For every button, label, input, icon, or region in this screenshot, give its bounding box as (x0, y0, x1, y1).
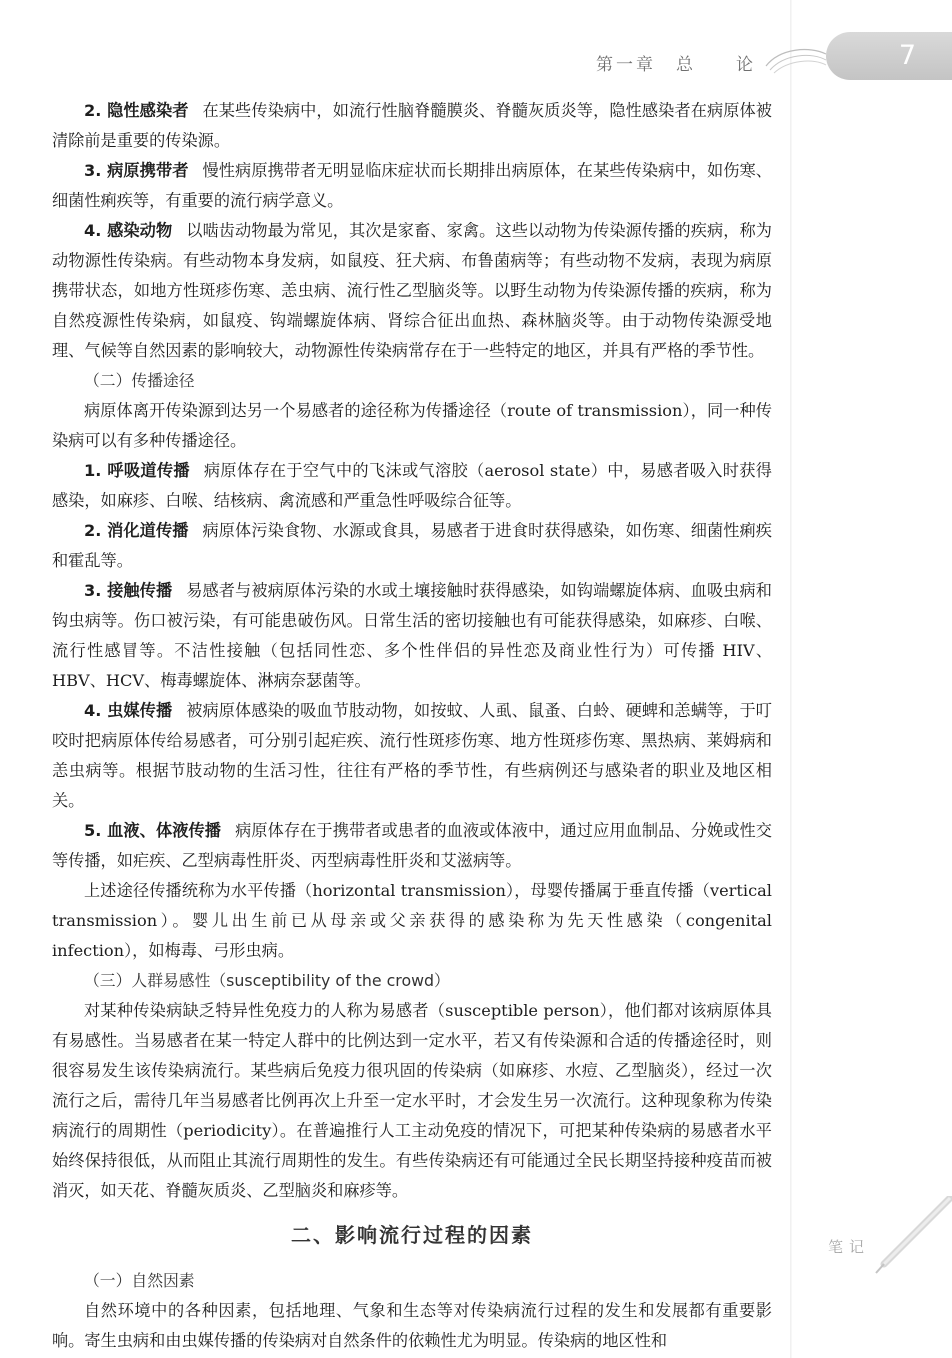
paragraph-text: 被病原体感染的吸血节肢动物，如按蚊、人虱、鼠蚤、白蛉、硬蜱和恙螨等，于叮咬时把病原体传给易感者，可分别引起疟疾、流行性斑疹伤寒、地方性斑疹伤寒、黑热病、莱姆病和恙虫病等。根据节肢动物的生活习性，往往有严格的季节性，有些病例还与感染者的职业及地区相关。 (52, 701, 772, 810)
paragraph-text: 以啮齿动物最为常见，其次是家畜、家禽。这些以动物为传染源传播的疾病，称为动物源性传染病。有些动物本身发病，如鼠疫、狂犬病、布鲁菌病等；有些动物不发病，表现为病原携带状态，如地方性斑疹伤寒、恙虫病、流行性乙型脑炎等。以野生动物为传染源传播的疾病，称为自然疫源性传染病，如鼠疫、钩端螺旋体病、肾综合征出血热、森林脑炎等。由于动物传染源受地理、气候等自然因素的影响较大，动物源性传染病常存在于一些特定的地区，并具有严格的季节性。 (52, 221, 772, 360)
paragraph-text: 上述途径传播统称为水平传播（horizontal transmission），母婴传播属于垂直传播（vertical transmission）。婴儿出生前已从母亲或父亲获得的感染称为先天性感染（congenital infection），如梅毒、弓形虫病。 (52, 881, 772, 960)
paragraph-text: 自然环境中的各种因素，包括地理、气象和生态等对传染病流行过程的发生和发展都有重要影响。寄生虫病和由虫媒传播的传染病对自然条件的依赖性尤为明显。传染病的地区性和 (52, 1301, 772, 1350)
page-number: 7 (898, 40, 916, 71)
paragraph (52, 156, 772, 216)
term-label: 4. 感染动物 (84, 221, 173, 240)
paragraph (52, 816, 772, 876)
paragraph-text: 慢性病原携带者无明显临床症状而长期排出病原体，在某些传染病中，如伤寒、细菌性痢疾等，有重要的流行病学意义。 (52, 161, 772, 210)
pencil-icon (870, 1196, 952, 1276)
paragraph (52, 216, 772, 366)
subsection-heading: （二）传播途径 (84, 371, 195, 390)
subsection-heading: （三）人群易感性（susceptibility of the crowd） (84, 971, 450, 990)
paragraph-text: 病原体污染食物、水源或食具，易感者于进食时获得感染，如伤寒、细菌性痢疾和霍乱等。 (52, 521, 772, 570)
paragraph (52, 996, 772, 1206)
paragraph (52, 576, 772, 696)
swirl-decoration-icon (760, 42, 830, 76)
term-label: 2. 隐性感染者 (84, 101, 189, 120)
chapter-header: 第一章 总 论 (596, 55, 756, 75)
paragraph (52, 696, 772, 816)
term-label: 3. 接触传播 (84, 581, 173, 600)
paragraph-text: 病原体存在于携带者或患者的血液或体液中，通过应用血制品、分娩或性交等传播，如疟疾、乙型病毒性肝炎、丙型病毒性肝炎和艾滋病等。 (52, 821, 772, 870)
term-label: 2. 消化道传播 (84, 521, 189, 540)
term-label: 4. 虫媒传播 (84, 701, 173, 720)
paragraph-text: 在某些传染病中，如流行性脑脊髓膜炎、脊髓灰质炎等，隐性感染者在病原体被清除前是重要的传染源。 (52, 101, 772, 150)
page-fold-line (790, 0, 792, 1358)
term-label: 5. 血液、体液传播 (84, 821, 222, 840)
paragraph (52, 1296, 772, 1356)
paragraph-text: 易感者与被病原体污染的水或土壤接触时获得感染，如钩端螺旋体病、血吸虫病和钩虫病等。伤口被污染，有可能患破伤风。日常生活的密切接触也有可能获得感染，如麻疹、白喉、流行性感冒等。不洁性接触（包括同性恋、多个性伴侣的异性恋及商业性行为）可传播 HIV、HBV、HCV、梅毒螺旋体、淋病奈瑟菌等。 (52, 581, 772, 690)
main-text (52, 96, 772, 1356)
paragraph-text: 病原体离开传染源到达另一个易感者的途径称为传播途径（route of transmission），同一种传染病可以有多种传播途径。 (52, 401, 772, 450)
paragraph (52, 96, 772, 156)
notes-label: 笔记 (828, 1238, 871, 1256)
term-label: 1. 呼吸道传播 (84, 461, 190, 480)
subsection-heading: （一）自然因素 (84, 1271, 195, 1290)
paragraph-text: 对某种传染病缺乏特异性免疫力的人称为易感者（susceptible person），他们都对该病原体具有易感性。当易感者在某一特定人群中的比例达到一定水平，若又有传染源和合适的传播途径时，则很容易发生该传染病流行。某些病后免疫力很巩固的传染病（如麻疹、水痘、乙型脑炎），经过一次流行之后，需待几年当易感者比例再次上升至一定水平时，才会发生另一次流行。这种现象称为传染病流行的周期性（periodicity）。在普遍推行人工主动免疫的情况下，可把某种传染病的易感者水平始终保持很低，从而阻止其流行周期性的发生。有些传染病还有可能通过全民长期坚持接种疫苗而被消灭，如天花、脊髓灰质炎、乙型脑炎和麻疹等。 (52, 1001, 772, 1200)
paragraph (52, 876, 772, 966)
paragraph (52, 456, 772, 516)
term-label: 3. 病原携带者 (84, 161, 189, 180)
page-number-tab (826, 32, 952, 80)
section-heading: 二、影响流行过程的因素 (291, 1223, 533, 1247)
paragraph (52, 396, 772, 456)
paragraph (52, 516, 772, 576)
paragraph-text: 病原体存在于空气中的飞沫或气溶胶（aerosol state）中，易感者吸入时获得感染，如麻疹、白喉、结核病、禽流感和严重急性呼吸综合征等。 (52, 461, 772, 510)
